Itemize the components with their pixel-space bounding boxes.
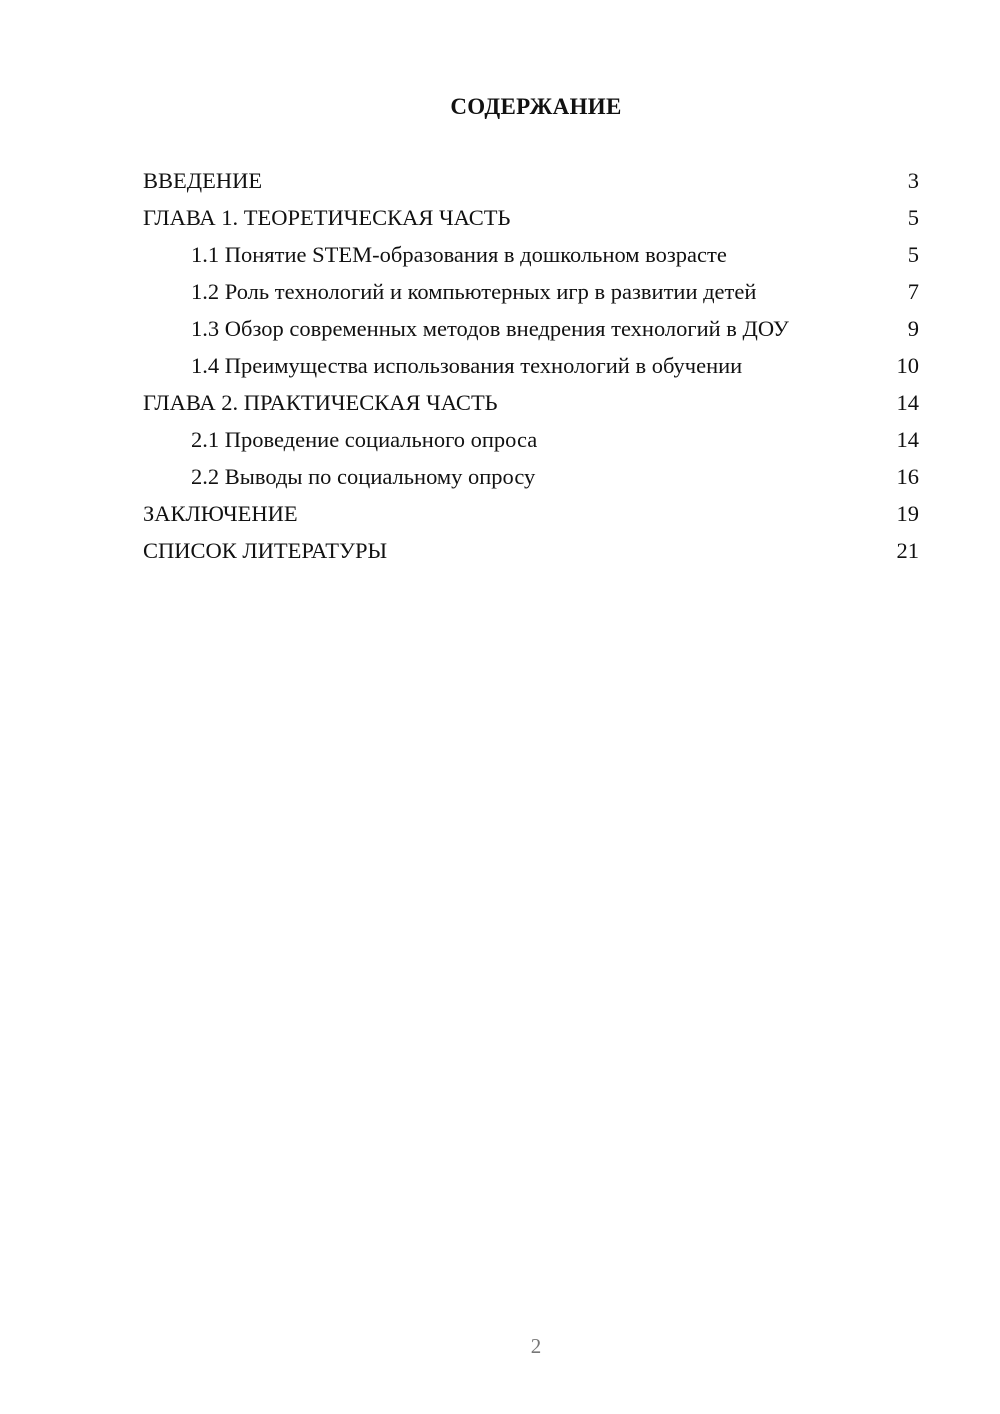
toc-entry-text: 1.2 Роль технологий и компьютерных игр в развитии детей <box>191 279 757 304</box>
toc-subentry[interactable] <box>143 279 919 316</box>
toc-entry[interactable] <box>143 538 919 575</box>
toc-entry-page: 5 <box>907 242 919 267</box>
toc-entry-page: 14 <box>896 427 919 452</box>
toc-title: СОДЕРЖАНИЕ <box>450 94 622 119</box>
toc-subentry[interactable] <box>143 353 919 390</box>
toc-entry-text: ГЛАВА 2. ПРАКТИЧЕСКАЯ ЧАСТЬ <box>143 390 498 415</box>
toc-entry[interactable] <box>143 501 919 538</box>
toc-entry-page: 14 <box>896 390 919 415</box>
toc-entry-page: 10 <box>896 353 919 378</box>
toc-entry-page: 7 <box>907 279 919 304</box>
toc-entry-page: 9 <box>907 316 919 341</box>
toc-entry-text: 1.4 Преимущества использования технологий в обучении <box>191 353 743 378</box>
toc-entry-text: ВВЕДЕНИЕ <box>143 168 263 193</box>
toc-entry-page: 21 <box>896 538 919 563</box>
toc-entry[interactable] <box>143 390 919 427</box>
toc-entry[interactable] <box>143 168 919 205</box>
toc-entry-text: СПИСОК ЛИТЕРАТУРЫ <box>143 538 388 563</box>
toc-entry-text: 2.1 Проведение социального опроса <box>191 427 538 452</box>
toc-subentry[interactable] <box>143 464 919 501</box>
toc-entry[interactable] <box>143 205 919 242</box>
toc-entry-text: 2.2 Выводы по социальному опросу <box>191 464 536 489</box>
toc-entry-page: 3 <box>907 168 919 193</box>
toc-entry-page: 16 <box>896 464 919 489</box>
toc-entry-page: 5 <box>907 205 919 230</box>
toc-subentry[interactable] <box>143 316 919 353</box>
toc-entry-text: 1.1 Понятие STEM-образования в дошкольном возрасте <box>191 242 727 267</box>
toc-entry-page: 19 <box>896 501 919 526</box>
toc-entry-text: ЗАКЛЮЧЕНИЕ <box>143 501 298 526</box>
table-of-contents <box>143 168 919 575</box>
toc-entry-text: 1.3 Обзор современных методов внедрения технологий в ДОУ <box>191 316 789 341</box>
toc-subentry[interactable] <box>143 427 919 464</box>
toc-subentry[interactable] <box>143 242 919 279</box>
toc-entry-text: ГЛАВА 1. ТЕОРЕТИЧЕСКАЯ ЧАСТЬ <box>143 205 511 230</box>
page-number: 2 <box>530 1334 542 1358</box>
